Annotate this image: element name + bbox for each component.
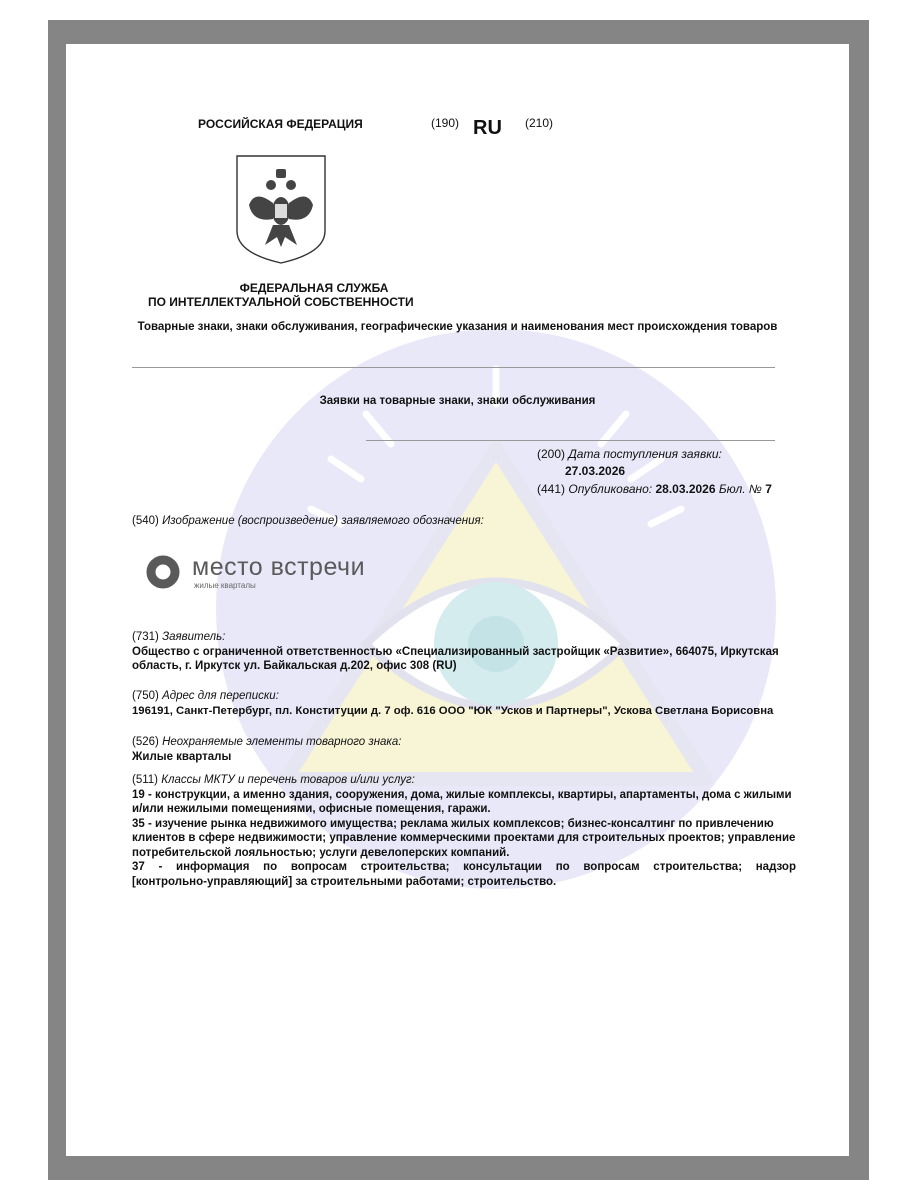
agency-line-1: ФЕДЕРАЛЬНАЯ СЛУЖБА [239, 281, 389, 295]
received-row [537, 447, 722, 462]
ring-logo-icon [146, 555, 180, 589]
unprotected-block [132, 735, 796, 764]
bulletin-label: Бюл. № [718, 482, 762, 496]
applicant-label: Заявитель: [162, 631, 226, 643]
class-19-line-2: и/или нежилыми помещениями, офисные помещения, гаражи. [132, 803, 491, 815]
country-code: RU [473, 117, 502, 139]
received-date: 27.03.2026 [565, 464, 626, 478]
address-heading [132, 689, 796, 704]
bulletin-number: 7 [765, 482, 772, 496]
code-441: (441) [537, 482, 566, 496]
code-210: (210) [525, 116, 554, 130]
logo-subtext: жилые кварталы [194, 581, 256, 590]
mark-label: Изображение (воспроизведение) заявляемого обозначения: [162, 515, 484, 527]
applicant-heading [132, 630, 796, 645]
published-row [537, 482, 772, 497]
code-731: (731) [132, 631, 159, 643]
address-label: Адрес для переписки: [162, 690, 279, 702]
class-37-line-1: 37 - информация по вопросам строительства; консультации по вопросам строительства; надзор [132, 861, 796, 873]
classes-heading [132, 773, 796, 788]
code-750: (750) [132, 690, 159, 702]
applicant-block [132, 630, 796, 674]
mark-heading [132, 514, 484, 528]
applicant-line-1: Общество с ограниченной ответственностью «Специализированный застройщик «Развитие», 664075, Иркутская [132, 645, 779, 658]
coat-of-arms-icon [233, 153, 329, 265]
class-35-line-2: клиентов в сфере недвижимости; управление коммерческими проектами для строительных проектов; управление [132, 832, 796, 844]
code-200: (200) [537, 447, 566, 461]
classes-block [132, 773, 796, 889]
divider-bottom [366, 440, 775, 441]
trademark-logo [146, 553, 446, 593]
applicant-line-2: область, г. Иркутск ул. Байкальская д.202, офис 308 (RU) [132, 660, 457, 672]
received-label: Дата поступления заявки: [568, 447, 722, 461]
classes-label: Классы МКТУ и перечень товаров и/или услуг: [161, 774, 415, 786]
class-35-line-1: 35 - изучение рынка недвижимого имущества; реклама жилых комплексов; бизнес-консалтинг по привлечению [132, 817, 774, 830]
country-name: РОССИЙСКАЯ ФЕДЕРАЦИЯ [198, 117, 363, 131]
code-526: (526) [132, 736, 159, 748]
published-date: 28.03.2026 [655, 482, 716, 496]
class-35-line-3: потребительской лояльностью; услуги девелоперских компаний. [132, 846, 510, 859]
address-block [132, 689, 796, 718]
code-190: (190) [431, 116, 460, 130]
published-label: Опубликовано: [568, 482, 653, 496]
section-title: Заявки на товарные знаки, знаки обслуживания [319, 395, 596, 407]
agency-line-2: ПО ИНТЕЛЛЕКТУАЛЬНОЙ СОБСТВЕННОСТИ [148, 295, 414, 309]
document-page [66, 44, 849, 1156]
divider-top [132, 367, 775, 368]
unprotected-value: Жилые кварталы [132, 750, 232, 763]
unprotected-heading [132, 735, 796, 750]
code-540: (540) [132, 515, 159, 527]
unprotected-label: Неохраняемые элементы товарного знака: [162, 736, 402, 748]
logo-text: место встречи [192, 553, 366, 581]
address-value: 196191, Санкт-Петербург, пл. Конституции д. 7 оф. 616 ООО "ЮК "Усков и Партнеры", Ускова Светлана Борисовна [132, 704, 774, 717]
document-category: Товарные знаки, знаки обслуживания, географические указания и наименования мест происхождения товаров [137, 321, 778, 333]
code-511: (511) [132, 774, 158, 786]
class-19-line-1: 19 - конструкции, а именно здания, сооружения, дома, жилые комплексы, квартиры, апартаменты, дома с жилыми [132, 788, 792, 801]
class-37-line-2: [контрольно-управляющий] за строительными работами; строительство. [132, 875, 557, 888]
